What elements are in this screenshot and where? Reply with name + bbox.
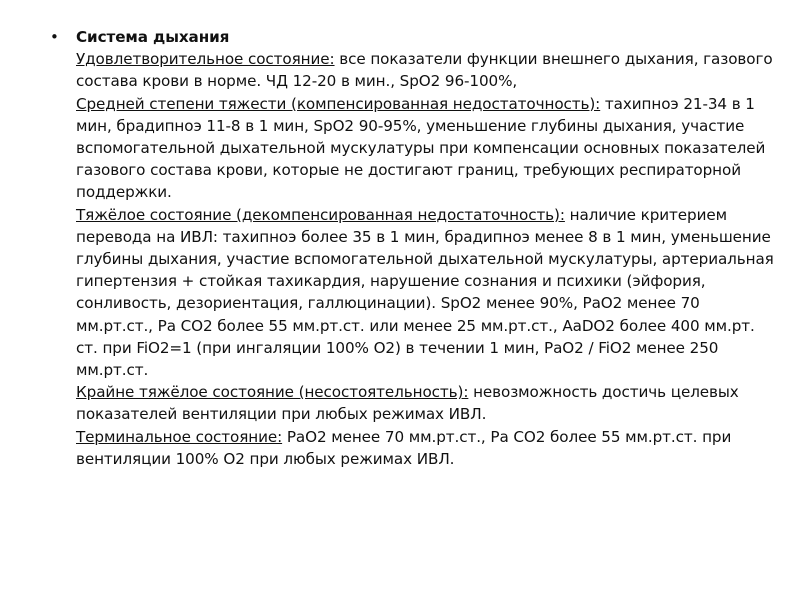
slide-content xyxy=(76,26,781,470)
state-term: Крайне тяжёлое состояние (несостоятельность): xyxy=(76,383,469,402)
state-severe xyxy=(76,204,781,382)
state-term: Тяжёлое состояние (декомпенсированная недостаточность): xyxy=(76,205,565,224)
state-extremely-severe xyxy=(76,381,781,425)
state-term: Терминальное состояние: xyxy=(76,427,283,446)
state-term: Удовлетворительное состояние: xyxy=(76,50,335,69)
bullet-marker: • xyxy=(50,28,59,46)
state-satisfactory xyxy=(76,48,781,92)
state-description: наличие критерием перевода на ИВЛ: тахипноэ более 35 в 1 мин, брадипноэ менее 8 в 1 мин, уменьшение глубины дыхания, участие вспомогательной дыхательной мускулатуры, артериальная гипертензия + стойкая тахикардия, нарушение сознания и психики (эйфория, сонливость, дезориентация, галлюцинации). SpO2 менее 90%, РаО2 менее 70 мм.рт.ст., Ра СО2 более 55 мм.рт.ст. или менее 25 мм.рт.ст., АаDO2 более 400 мм.рт. ст. при FiO2=1 (при ингаляции 100% О2) в течении 1 мин, РаО2 / FiO2 менее 250 мм.рт.ст. xyxy=(76,205,774,380)
state-term: Средней степени тяжести (компенсированная недостаточность): xyxy=(76,94,601,113)
state-description: все показатели функции внешнего дыхания, газового состава крови в норме. ЧД 12-20 в мин., SpO2 96-100%, xyxy=(76,50,773,91)
section-title: Система дыхания xyxy=(76,28,230,46)
state-description: тахипноэ 21-34 в 1 мин, брадипноэ 11-8 в 1 мин, SpO2 90-95%, уменьшение глубины дыхания, участие вспомогательной дыхательной мускулатуры при компенсации основных показателей газового состава крови, которые не достигают границ, требующих респираторной поддержки. xyxy=(76,94,766,202)
state-terminal xyxy=(76,426,781,470)
state-moderate xyxy=(76,93,781,204)
state-description: невозможность достичь целевых показателей вентиляции при любых режимах ИВЛ. xyxy=(76,383,739,424)
state-description: РаО2 менее 70 мм.рт.ст., Ра СО2 более 55 мм.рт.ст. при вентиляции 100% О2 при любых режимах ИВЛ. xyxy=(76,427,732,468)
